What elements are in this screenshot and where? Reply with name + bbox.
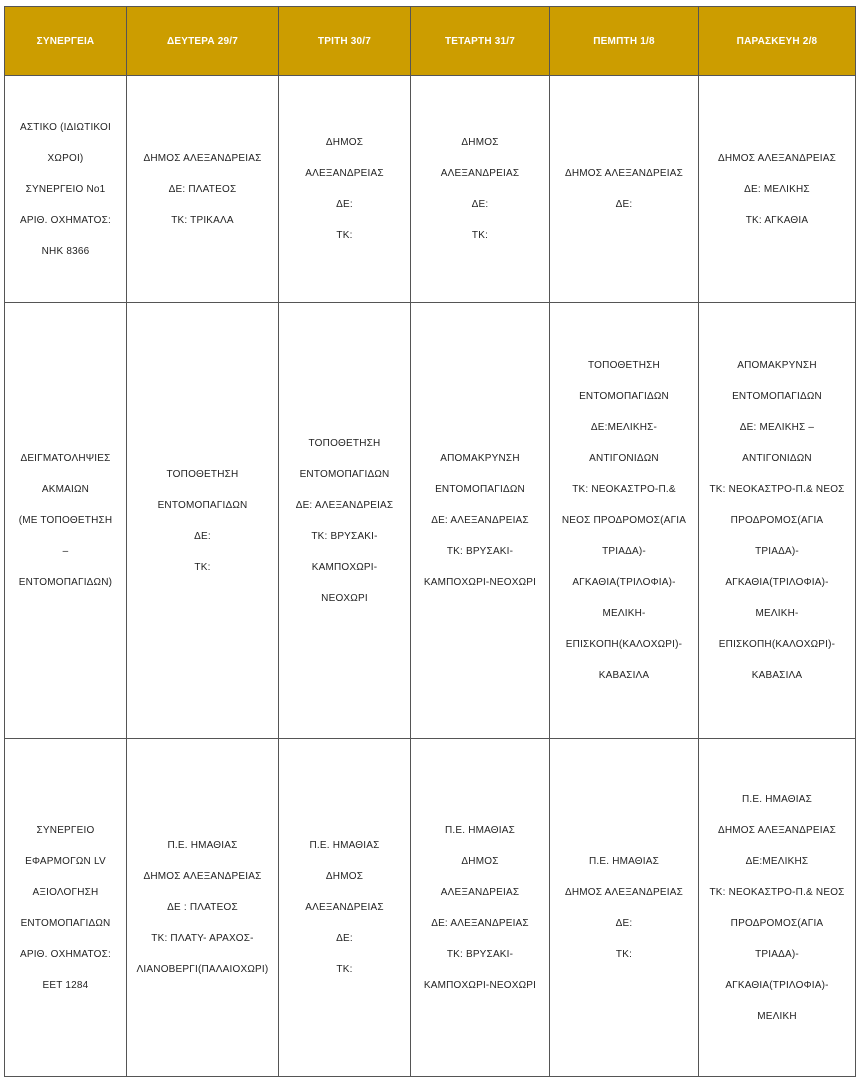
header-wednesday: ΤΕΤΑΡΤΗ 31/7 xyxy=(411,7,550,76)
cell-text-line: ΜΕΛΙΚΗ- xyxy=(602,608,646,619)
cell-text-line: Π.Ε. ΗΜΑΘΙΑΣ xyxy=(309,840,380,851)
cell-crew xyxy=(5,739,127,1077)
cell-text-line: ΤΟΠΟΘΕΤΗΣΗ xyxy=(166,468,239,480)
cell-thursday xyxy=(550,76,699,303)
cell-text-line: ΑΠΟΜΑΚΡΥΝΣΗ xyxy=(440,453,520,464)
cell-text-line: ΕΝΤΟΜΟΠΑΓΙΔΩΝ xyxy=(579,391,669,402)
cell-text-line: ΤΚ: ΝΕΟΚΑΣΤΡΟ-Π.& ΝΕΟΣ xyxy=(709,484,845,495)
cell-text-line: ΤΡΙΑΔΑ)- xyxy=(755,546,799,557)
cell-text-line: ΔΕ: ΑΛΕΞΑΝΔΡΕΙΑΣ xyxy=(295,499,394,511)
cell-text-line: ΑΠΟΜΑΚΡΥΝΣΗ xyxy=(737,360,817,371)
cell-text-line: ΕΝΤΟΜΟΠΑΓΙΔΩΝ xyxy=(20,917,111,929)
cell-text-line: ΕΕΤ 1284 xyxy=(42,979,89,991)
cell-text-line: ΑΛΕΞΑΝΔΡΕΙΑΣ xyxy=(305,902,384,913)
cell-text-line: ΕΝΤΟΜΟΠΑΓΙΔΩΝ xyxy=(299,468,390,480)
cell-text-line: ΔΕΙΓΜΑΤΟΛΗΨΙΕΣ xyxy=(20,453,111,464)
cell-text-line: ΔΕ: ΑΛΕΞΑΝΔΡΕΙΑΣ xyxy=(431,515,529,526)
cell-text-line: ΤΡΙΑΔΑ)- xyxy=(602,546,646,557)
cell-text-line: ΤΚ: xyxy=(194,561,211,573)
cell-text-line: ΜΕΛΙΚΗ- xyxy=(755,608,799,619)
cell-text-line: ΚΑΒΑΣΙΛΑ xyxy=(751,670,803,681)
cell-text-line: ΔΗΜΟΣ ΑΛΕΞΑΝΔΡΕΙΑΣ xyxy=(717,152,837,164)
cell-text-line: ΔΗΜΟΣ ΑΛΕΞΑΝΔΡΕΙΑΣ xyxy=(143,152,262,164)
cell-text-line: ΕΝΤΟΜΟΠΑΓΙΔΩΝ xyxy=(732,391,822,402)
cell-text-line: ΑΡΙΘ. ΟΧΗΜΑΤΟΣ: xyxy=(19,214,112,226)
cell-text-line: ΣΥΝΕΡΓΕΙΟ Νο1 xyxy=(25,183,106,195)
cell-text-line: ΤΚ: ΒΡΥΣΑΚΙ- xyxy=(446,948,514,960)
cell-text-line: ΑΞΙΟΛΟΓΗΣΗ xyxy=(32,886,99,898)
cell-text-line: ΔΗΜΟΣ xyxy=(325,137,364,148)
cell-text-line: ΛΙΑΝΟΒΕΡΓΙ(ΠΑΛΑΙΟΧΩΡΙ) xyxy=(136,964,269,975)
cell-text-line: Π.Ε. ΗΜΑΘΙΑΣ xyxy=(444,824,516,836)
cell-monday xyxy=(127,739,279,1077)
table-row xyxy=(5,76,856,303)
cell-text-line: ΔΗΜΟΣ ΑΛΕΞΑΝΔΡΕΙΑΣ xyxy=(717,824,837,836)
cell-text-line: ΔΕ: xyxy=(336,199,353,210)
cell-tuesday xyxy=(279,739,411,1077)
cell-text-line: ΔΕ: ΜΕΛΙΚΗΣ – xyxy=(739,422,815,433)
cell-friday xyxy=(699,76,856,303)
cell-wednesday xyxy=(411,303,550,739)
cell-text-line: ΤΟΠΟΘΕΤΗΣΗ xyxy=(588,360,660,371)
schedule-table xyxy=(4,6,856,1077)
cell-text-line: ΤΚ: ΒΡΥΣΑΚΙ- xyxy=(446,546,514,557)
cell-thursday xyxy=(550,739,699,1077)
cell-wednesday xyxy=(411,76,550,303)
cell-text-line: ΑΛΕΞΑΝΔΡΕΙΑΣ xyxy=(440,886,520,898)
cell-text-line: ΑΡΙΘ. ΟΧΗΜΑΤΟΣ: xyxy=(19,948,112,960)
cell-text-line: ΔΗΜΟΣ xyxy=(461,855,499,867)
cell-friday xyxy=(699,303,856,739)
cell-text-line: ΑΓΚΑΘΙΑ(ΤΡΙΛΟΦΙΑ)- xyxy=(572,577,676,588)
cell-monday xyxy=(127,76,279,303)
cell-text-line: ΔΕ: ΠΛΑΤΕΟΣ xyxy=(168,183,237,195)
cell-text-line: ΤΚ: ΝΕΟΚΑΣΤΡΟ-Π.& xyxy=(572,484,676,495)
cell-crew xyxy=(5,76,127,303)
cell-text-line: ΚΑΜΠΟΧΩΡΙ-ΝΕΟΧΩΡΙ xyxy=(423,577,537,588)
cell-text-line: ΔΕ: xyxy=(336,933,353,944)
cell-text-line: ΤΚ: ΠΛΑΤΥ- ΑΡΑΧΟΣ- xyxy=(151,933,254,944)
cell-text-line: ΠΡΟΔΡΟΜΟΣ(ΑΓΙΑ xyxy=(730,515,824,526)
cell-text-line: ΔΕ:ΜΕΛΙΚΗΣ- xyxy=(590,422,658,433)
cell-text-line: ΜΕΛΙΚΗ xyxy=(757,1010,797,1022)
cell-text-line: Π.Ε. ΗΜΑΘΙΑΣ xyxy=(741,793,813,805)
header-crews: ΣΥΝΕΡΓΕΙΑ xyxy=(5,7,127,76)
cell-text-line: ΔΗΜΟΣ xyxy=(325,871,364,882)
header-monday: ΔΕΥΤΕΡΑ 29/7 xyxy=(127,7,279,76)
cell-text-line: ΤΚ: xyxy=(471,230,489,241)
cell-text-line: ΧΩΡΟΙ) xyxy=(47,152,84,164)
cell-text-line: ΑΝΤΙΓΟΝΙΔΩΝ xyxy=(589,453,659,464)
cell-text-line: ΤΚ: xyxy=(336,230,353,241)
cell-monday xyxy=(127,303,279,739)
cell-text-line: ΕΝΤΟΜΟΠΑΓΙΔΩΝ) xyxy=(18,577,113,588)
cell-text-line: ΤΚ: ΝΕΟΚΑΣΤΡΟ-Π.& ΝΕΟΣ xyxy=(709,886,845,898)
table-row xyxy=(5,303,856,739)
cell-text-line: ΔΕ: ΜΕΛΙΚΗΣ xyxy=(744,183,810,195)
cell-text-line: ΝΕΟΣ ΠΡΟΔΡΟΜΟΣ(ΑΓΙΑ xyxy=(561,515,687,526)
cell-text-line: ΤΚ: ΒΡΥΣΑΚΙ- xyxy=(311,530,378,542)
cell-text-line: ΑΓΚΑΘΙΑ(ΤΡΙΛΟΦΙΑ)- xyxy=(725,577,829,588)
header-row xyxy=(5,7,856,76)
cell-text-line: ΑΣΤΙΚΟ (ΙΔΙΩΤΙΚΟΙ xyxy=(20,121,111,133)
table-row xyxy=(5,739,856,1077)
header-friday: ΠΑΡΑΣΚΕΥΗ 2/8 xyxy=(699,7,856,76)
cell-text-line: ΑΓΚΑΘΙΑ(ΤΡΙΛΟΦΙΑ)- xyxy=(725,979,829,991)
cell-text-line: ΕΝΤΟΜΟΠΑΓΙΔΩΝ xyxy=(157,499,248,511)
cell-text-line: ΔΕ:ΜΕΛΙΚΗΣ xyxy=(745,855,809,867)
cell-text-line: (ΜΕ ΤΟΠΟΘΕΤΗΣΗ xyxy=(18,515,113,526)
cell-text-line: ΔΕ: xyxy=(471,199,489,210)
cell-text-line: ΔΕ: xyxy=(615,917,633,929)
cell-text-line: ΔΗΜΟΣ ΑΛΕΞΑΝΔΡΕΙΑΣ xyxy=(564,886,684,898)
cell-text-line: ΤΚ: ΑΓΚΑΘΙΑ xyxy=(745,214,809,226)
header-tuesday: ΤΡΙΤΗ 30/7 xyxy=(279,7,411,76)
cell-text-line: ΔΗΜΟΣ ΑΛΕΞΑΝΔΡΕΙΑΣ xyxy=(564,168,684,179)
cell-text-line: ΝΗΚ 8366 xyxy=(41,245,90,257)
cell-text-line: ΕΝΤΟΜΟΠΑΓΙΔΩΝ xyxy=(435,484,525,495)
cell-tuesday xyxy=(279,303,411,739)
cell-text-line: ΔΗΜΟΣ ΑΛΕΞΑΝΔΡΕΙΑΣ xyxy=(143,871,262,882)
cell-crew xyxy=(5,303,127,739)
cell-text-line: ΤΚ: ΤΡΙΚΑΛΑ xyxy=(171,214,234,226)
cell-tuesday xyxy=(279,76,411,303)
cell-text-line: ΤΚ: xyxy=(615,948,633,960)
cell-text-line: ΑΚΜΑΙΩΝ xyxy=(41,484,90,495)
cell-text-line: Π.Ε. ΗΜΑΘΙΑΣ xyxy=(588,855,660,867)
cell-text-line: ΤΡΙΑΔΑ)- xyxy=(755,948,799,960)
cell-thursday xyxy=(550,303,699,739)
cell-text-line: ΣΥΝΕΡΓΕΙΟ xyxy=(36,824,95,836)
cell-text-line: ΔΗΜΟΣ xyxy=(461,137,499,148)
cell-text-line: Π.Ε. ΗΜΑΘΙΑΣ xyxy=(167,840,238,851)
cell-text-line: ΤΟΠΟΘΕΤΗΣΗ xyxy=(308,437,381,449)
cell-text-line: ΚΑΜΠΟΧΩΡΙ- xyxy=(311,561,378,573)
cell-text-line: ΕΦΑΡΜΟΓΩΝ LV xyxy=(25,855,106,867)
cell-text-line: ΔΕ: ΑΛΕΞΑΝΔΡΕΙΑΣ xyxy=(431,917,529,929)
cell-text-line: ΑΛΕΞΑΝΔΡΕΙΑΣ xyxy=(440,168,520,179)
cell-text-line: ΔΕ: xyxy=(615,199,633,210)
cell-text-line: ΑΝΤΙΓΟΝΙΔΩΝ xyxy=(742,453,812,464)
cell-text-line: – xyxy=(62,546,69,557)
cell-text-line: ΕΠΙΣΚΟΠΗ(ΚΑΛΟΧΩΡΙ)- xyxy=(565,639,683,650)
cell-text-line: ΠΡΟΔΡΟΜΟΣ(ΑΓΙΑ xyxy=(730,917,824,929)
cell-text-line: ΚΑΜΠΟΧΩΡΙ-ΝΕΟΧΩΡΙ xyxy=(423,979,537,991)
cell-text-line: ΚΑΒΑΣΙΛΑ xyxy=(598,670,650,681)
cell-text-line: ΤΚ: xyxy=(336,964,353,975)
cell-text-line: ΑΛΕΞΑΝΔΡΕΙΑΣ xyxy=(305,168,384,179)
cell-friday xyxy=(699,739,856,1077)
cell-text-line: ΕΠΙΣΚΟΠΗ(ΚΑΛΟΧΩΡΙ)- xyxy=(718,639,836,650)
cell-text-line: ΔΕ : ΠΛΑΤΕΟΣ xyxy=(167,902,238,913)
header-thursday: ΠΕΜΠΤΗ 1/8 xyxy=(550,7,699,76)
cell-text-line: ΝΕΟΧΩΡΙ xyxy=(321,592,368,604)
cell-wednesday xyxy=(411,739,550,1077)
cell-text-line: ΔΕ: xyxy=(194,530,211,542)
